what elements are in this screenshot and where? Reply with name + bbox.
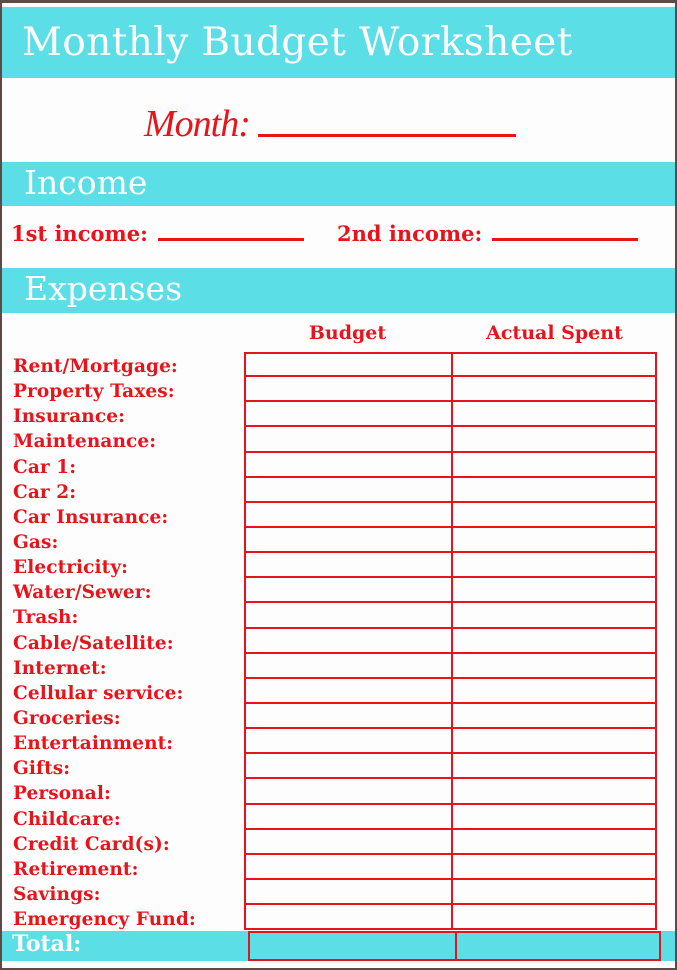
actual-spent-cell[interactable] (451, 402, 657, 427)
income-section-banner (2, 162, 675, 206)
expense-label: Electricity: (13, 557, 129, 579)
table-row (244, 855, 657, 880)
table-row (244, 830, 657, 855)
actual-spent-cell[interactable] (451, 754, 657, 779)
title-banner (2, 7, 675, 78)
budget-column-header: Budget (308, 322, 387, 344)
income-row (11, 221, 665, 253)
budget-cell[interactable] (244, 528, 453, 553)
expense-label: Entertainment: (13, 733, 174, 755)
second-income-field[interactable] (492, 238, 638, 241)
actual-spent-cell[interactable] (451, 704, 657, 729)
table-row (244, 553, 657, 578)
total-row (248, 931, 659, 961)
expense-label: Car 1: (13, 456, 77, 478)
income-heading: Income (24, 163, 148, 202)
actual-spent-cell[interactable] (451, 578, 657, 603)
actual-spent-cell[interactable] (451, 830, 657, 855)
table-row (244, 603, 657, 628)
actual-spent-cell[interactable] (451, 880, 657, 905)
table-row (244, 503, 657, 528)
month-row (144, 96, 516, 146)
budget-cell[interactable] (244, 427, 453, 452)
month-label: Month: (144, 103, 250, 145)
table-row (244, 679, 657, 704)
expense-label: Trash: (13, 607, 79, 629)
budget-cell[interactable] (244, 704, 453, 729)
budget-cell[interactable] (244, 729, 453, 754)
budget-cell[interactable] (244, 754, 453, 779)
actual-spent-cell[interactable] (451, 729, 657, 754)
expense-label: Credit Card(s): (13, 833, 170, 855)
expenses-heading: Expenses (24, 269, 183, 308)
table-row (244, 427, 657, 452)
actual-spent-cell[interactable] (451, 553, 657, 578)
table-row (244, 905, 657, 930)
budget-cell[interactable] (244, 855, 453, 880)
table-row (244, 654, 657, 679)
expense-label: Emergency Fund: (13, 909, 196, 931)
table-row (244, 880, 657, 905)
expense-label: Gifts: (13, 758, 71, 780)
page-title: Monthly Budget Worksheet (22, 20, 573, 65)
actual-spent-cell[interactable] (451, 427, 657, 452)
actual-spent-cell[interactable] (451, 855, 657, 880)
expense-label: Car Insurance: (13, 506, 169, 528)
actual-spent-cell[interactable] (451, 377, 657, 402)
expense-labels (13, 354, 196, 932)
expense-label: Internet: (13, 657, 107, 679)
table-row (244, 805, 657, 830)
expense-label: Groceries: (13, 707, 121, 729)
table-row (244, 352, 657, 377)
budget-cell[interactable] (244, 578, 453, 603)
actual-spent-column-header: Actual Spent (486, 322, 623, 344)
expense-label: Car 2: (13, 481, 77, 503)
table-row (244, 729, 657, 754)
second-income-label: 2nd income: (337, 221, 483, 246)
total-actual-cell[interactable] (455, 931, 661, 961)
expense-label: Cellular service: (13, 682, 184, 704)
budget-cell[interactable] (244, 654, 453, 679)
expense-grid (244, 352, 657, 930)
budget-cell[interactable] (244, 805, 453, 830)
budget-cell[interactable] (244, 503, 453, 528)
expense-label: Water/Sewer: (13, 582, 152, 604)
table-row (244, 754, 657, 779)
actual-spent-cell[interactable] (451, 805, 657, 830)
actual-spent-cell[interactable] (451, 352, 657, 377)
expense-label: Maintenance: (13, 431, 157, 453)
actual-spent-cell[interactable] (451, 905, 657, 930)
first-income-label: 1st income: (11, 221, 148, 246)
expense-label: Retirement: (13, 858, 139, 880)
actual-spent-cell[interactable] (451, 629, 657, 654)
actual-spent-cell[interactable] (451, 478, 657, 503)
table-row (244, 629, 657, 654)
budget-cell[interactable] (244, 679, 453, 704)
budget-cell[interactable] (244, 553, 453, 578)
budget-cell[interactable] (244, 478, 453, 503)
budget-cell[interactable] (244, 880, 453, 905)
budget-cell[interactable] (244, 377, 453, 402)
total-label: Total: (12, 931, 82, 957)
expense-label: Cable/Satellite: (13, 632, 174, 654)
second-income (337, 221, 638, 246)
budget-cell[interactable] (244, 402, 453, 427)
budget-cell[interactable] (244, 905, 453, 930)
table-row (244, 402, 657, 427)
month-field[interactable] (258, 134, 516, 137)
expense-label: Gas: (13, 531, 59, 553)
budget-cell[interactable] (244, 352, 453, 377)
budget-cell[interactable] (244, 629, 453, 654)
actual-spent-cell[interactable] (451, 779, 657, 804)
table-row (244, 779, 657, 804)
first-income-field[interactable] (158, 238, 304, 241)
table-row (244, 528, 657, 553)
expense-label: Childcare: (13, 808, 121, 830)
budget-cell[interactable] (244, 453, 453, 478)
expenses-section-banner (2, 268, 675, 313)
table-row (244, 478, 657, 503)
budget-cell[interactable] (244, 830, 453, 855)
table-row (244, 453, 657, 478)
table-row (244, 377, 657, 402)
actual-spent-cell[interactable] (451, 603, 657, 628)
budget-cell[interactable] (244, 779, 453, 804)
expense-label: Property Taxes: (13, 381, 175, 403)
expense-label: Insurance: (13, 406, 126, 428)
expense-label: Personal: (13, 783, 111, 805)
table-row (244, 704, 657, 729)
table-row (244, 578, 657, 603)
actual-spent-cell[interactable] (451, 528, 657, 553)
expense-label: Savings: (13, 883, 101, 905)
total-budget-cell[interactable] (248, 931, 457, 961)
actual-spent-cell[interactable] (451, 654, 657, 679)
actual-spent-cell[interactable] (451, 503, 657, 528)
first-income (11, 221, 304, 246)
budget-cell[interactable] (244, 603, 453, 628)
actual-spent-cell[interactable] (451, 679, 657, 704)
expense-label: Rent/Mortgage: (13, 356, 178, 377)
actual-spent-cell[interactable] (451, 453, 657, 478)
